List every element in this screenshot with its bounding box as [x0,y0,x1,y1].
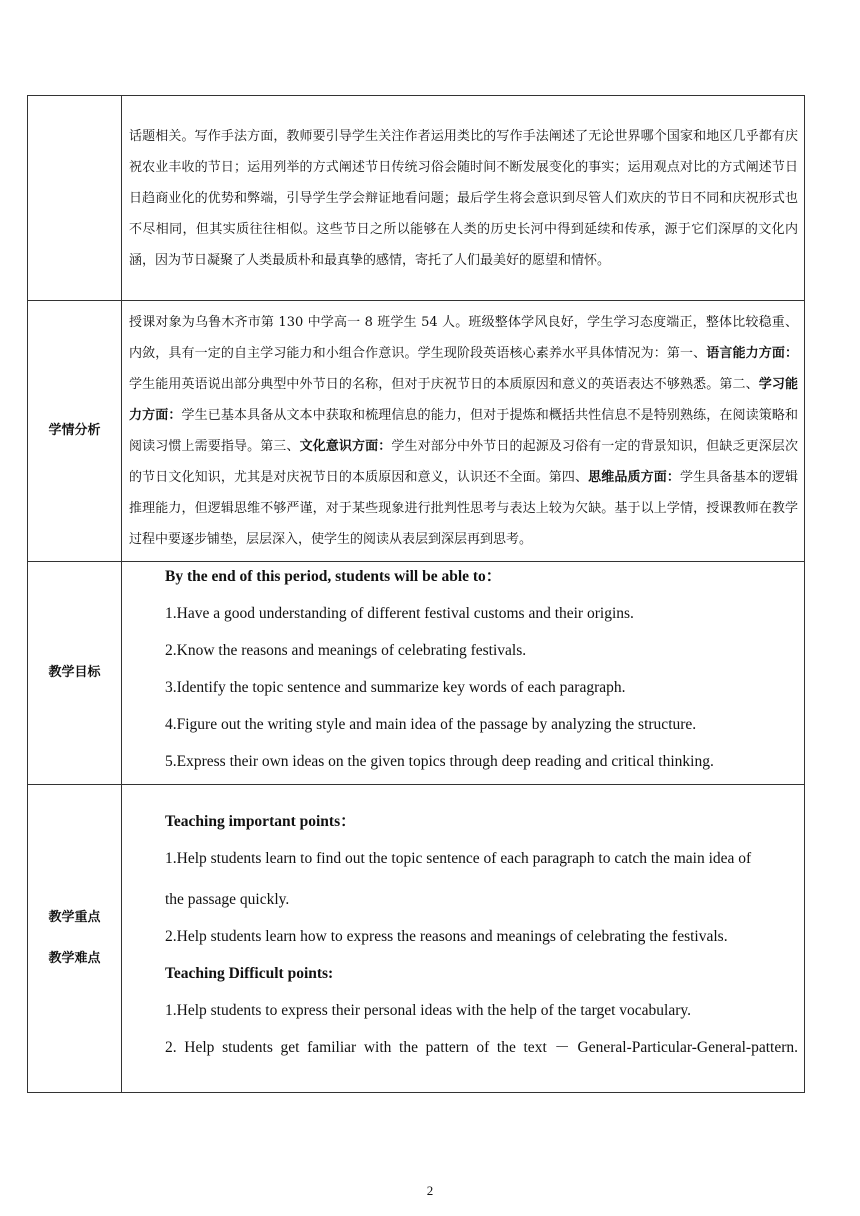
objective-item: 4.Figure out the writing style and main idea of the passage by analyzing the structure. [165,716,697,733]
row-content-analysis-continued [28,96,805,301]
lesson-plan-table [27,95,805,1093]
objective-item: 2.Know the reasons and meanings of celebrating festivals. [165,642,527,659]
label-key-points: 教学重点 [48,909,101,925]
cultural-awareness-heading: 文化意识方面： [299,439,392,454]
key-difficult-points-content [122,785,805,1093]
language-ability-heading: 语言能力方面： [706,346,798,361]
objective-item: 1.Have a good understanding of different festival customs and their origins. [165,605,634,622]
objective-item: 5.Express their own ideas on the given topics through deep reading and critical thinking. [165,753,714,770]
label-difficult-points: 教学难点 [48,950,101,966]
learning-ability-heading: 学习能力方面： [129,377,798,423]
thinking-quality-heading: 思维品质方面： [588,470,681,485]
teaching-objectives-content [122,562,805,785]
row-label-student-analysis: 学情分析 [28,301,122,562]
important-points-heading: Teaching important points： [165,813,356,830]
student-analysis-part: 学生具备基本的逻辑推理能力，但逻辑思维不够严谨，对于某些现象进行批判性思考与表达上较为欠缺。基于以上学情，授课教师在教学过程中要逐步铺垫，层层深入，使学生的阅读从表层到深层再到思考。 [129,470,798,547]
row-label-empty [28,96,122,301]
difficult-point-item: 2. Help students get familiar with the pattern of the text － General-Particular-General-pattern. [165,1039,798,1056]
student-analysis-part: 学生已基本具备从文本中获取和梳理信息的能力，但对于提炼和概括共性信息不是特别熟练，在阅读策略和阅读习惯上需要指导。第三、 [129,408,798,454]
content-analysis-text: 话题相关。写作手法方面，教师要引导学生关注作者运用类比的写作手法阐述了无论世界哪个国家和地区几乎都有庆祝农业丰收的节日；运用列举的方式阐述节日传统习俗会随时间不断发展变化的事实；运用观点对比的方式阐述节日日趋商业化的优势和弊端，引导学生学会辩证地看问题；最后学生将会意识到尽管人们欢庆的节日不同和庆祝形式也不尽相同，但其实质往往相似。这些节日之所以能够在人类的历史长河中得到延续和传承，源于它们深厚的文化内涵，因为节日凝聚了人类最质朴和最真挚的感情，寄托了人们最美好的愿望和情怀。 [122,96,805,301]
student-analysis-part: 学生对部分中外节日的起源及习俗有一定的背景知识，但缺乏更深层次的节日文化知识，尤其是对庆祝节日的本质原因和意义，认识还不全面。第四、 [129,439,798,485]
row-label-key-difficult-points [28,785,122,1093]
important-point-item-cont: the passage quickly. [165,891,290,908]
row-key-difficult-points [28,785,805,1093]
difficult-point-item: 1.Help students to express their personal ideas with the help of the target vocabulary. [165,1002,691,1019]
row-label-teaching-objectives: 教学目标 [28,562,122,785]
student-analysis-part: 授课对象为乌鲁木齐市第 130 中学高一 8 班学生 54 人。班级整体学风良好，学生学习态度端正，整体比较稳重、内敛，具有一定的自主学习能力和小组合作意识。学生现阶段英语核心素养水平具体情况为：第一、 [129,315,798,361]
important-point-item: 1.Help students learn to find out the topic sentence of each paragraph to catch the main idea of [165,850,752,867]
row-student-analysis [28,301,805,562]
objectives-heading: By the end of this period, students will be able to： [165,568,502,585]
important-point-item: 2.Help students learn how to express the reasons and meanings of celebrating the festivals. [165,928,728,945]
difficult-points-heading: Teaching Difficult points: [165,965,334,982]
student-analysis-part: 学生能用英语说出部分典型中外节日的名称，但对于庆祝节日的本质原因和意义的英语表达不够熟悉。第二、 [129,377,759,392]
student-analysis-text [122,301,805,562]
objective-item: 3.Identify the topic sentence and summarize key words of each paragraph. [165,679,626,696]
row-teaching-objectives [28,562,805,785]
page-number: 2 [426,1183,434,1198]
